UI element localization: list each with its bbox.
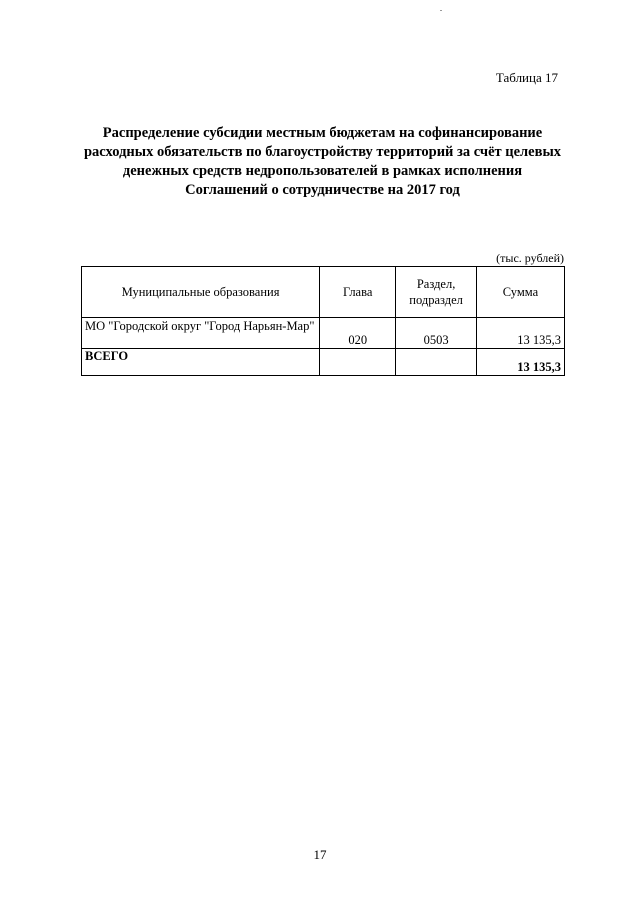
total-razdel-cell <box>396 349 477 376</box>
page-number: 17 <box>313 847 327 862</box>
units-note: (тыс. рублей) <box>496 251 564 265</box>
summa-cell: 13 135,3 <box>476 318 564 349</box>
table-header-row <box>82 267 565 318</box>
header-glava: Глава <box>320 267 396 318</box>
total-summa-cell: 13 135,3 <box>476 349 564 376</box>
table-number-label: Таблица 17 <box>495 70 558 85</box>
header-summa: Сумма <box>476 267 564 318</box>
total-label-cell: ВСЕГО <box>82 349 320 376</box>
document-title: Распределение субсидии местным бюджетам на софинансирование расходных обязательств по благоустройству территорий за счёт целевых денежных средств недропользователей в рамках исполнения Соглашений о сотрудничестве на 2017 год <box>83 125 562 198</box>
razdel-cell: 0503 <box>396 318 477 349</box>
table-row <box>82 318 565 349</box>
total-row <box>82 349 565 376</box>
glava-cell: 020 <box>320 318 396 349</box>
header-razdel: Раздел, подраздел <box>396 267 477 318</box>
total-glava-cell <box>320 349 396 376</box>
municipality-cell: МО "Городской округ "Город Нарьян-Мар" <box>82 318 320 349</box>
header-municipality: Муниципальные образования <box>82 267 320 318</box>
subsidy-table <box>81 266 565 376</box>
scan-speck <box>440 10 442 11</box>
